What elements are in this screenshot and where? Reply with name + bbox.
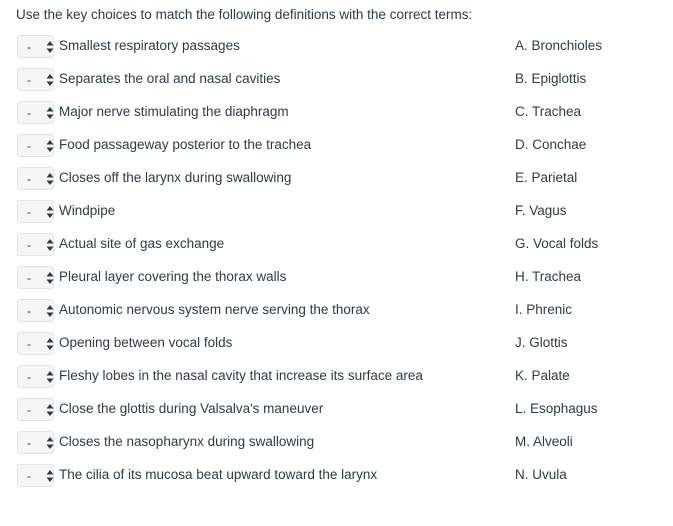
answer-select-value: - — [27, 370, 31, 384]
key-choice-text: J. Glottis — [515, 335, 568, 350]
answer-select-value: - — [27, 40, 31, 54]
match-row — [0, 261, 673, 294]
answer-select[interactable] — [17, 398, 54, 421]
definition-text: The cilia of its mucosa beat upward toward the larynx — [59, 467, 378, 482]
up-down-arrows-icon — [45, 403, 55, 417]
up-down-arrows-icon — [45, 469, 55, 483]
answer-select-value: - — [27, 172, 31, 186]
up-down-arrows-icon — [45, 40, 55, 54]
answer-select-value: - — [27, 139, 31, 153]
answer-select[interactable] — [17, 365, 54, 388]
answer-select[interactable] — [17, 35, 54, 58]
up-down-arrows-icon — [45, 370, 55, 384]
key-choice-text: I. Phrenic — [515, 302, 573, 317]
key-choice-text: E. Parietal — [515, 170, 578, 185]
up-down-arrows-icon — [45, 205, 55, 219]
answer-select-value: - — [27, 205, 31, 219]
instructions-text: Use the key choices to match the following definitions with the correct terms: — [16, 7, 473, 22]
answer-select[interactable] — [17, 167, 54, 190]
answer-select-value: - — [27, 403, 31, 417]
match-row — [0, 195, 673, 228]
match-row — [0, 30, 673, 63]
match-row — [0, 162, 673, 195]
match-row — [0, 426, 673, 459]
definition-text: Fleshy lobes in the nasal cavity that increase its surface area — [59, 368, 423, 383]
up-down-arrows-icon — [45, 139, 55, 153]
definition-text: Close the glottis during Valsalva's maneuver — [59, 401, 324, 416]
up-down-arrows-icon — [45, 238, 55, 252]
key-choice-text: M. Alveoli — [515, 434, 573, 449]
match-row — [0, 459, 673, 492]
answer-select[interactable] — [17, 233, 54, 256]
match-row — [0, 63, 673, 96]
definition-text: Windpipe — [59, 203, 116, 218]
answer-select-value: - — [27, 304, 31, 318]
up-down-arrows-icon — [45, 172, 55, 186]
match-row — [0, 327, 673, 360]
answer-select[interactable] — [17, 464, 54, 487]
definition-text: Food passageway posterior to the trachea — [59, 137, 312, 152]
key-choice-text: N. Uvula — [515, 467, 567, 482]
key-choice-text: G. Vocal folds — [515, 236, 599, 251]
answer-select-value: - — [27, 436, 31, 450]
up-down-arrows-icon — [45, 436, 55, 450]
answer-select[interactable] — [17, 68, 54, 91]
definition-text: Separates the oral and nasal cavities — [59, 71, 281, 86]
definition-text: Smallest respiratory passages — [59, 38, 240, 53]
answer-select-value: - — [27, 73, 31, 87]
match-row — [0, 294, 673, 327]
key-choice-text: D. Conchae — [515, 137, 587, 152]
up-down-arrows-icon — [45, 106, 55, 120]
up-down-arrows-icon — [45, 304, 55, 318]
answer-select-value: - — [27, 238, 31, 252]
match-row — [0, 129, 673, 162]
answer-select-value: - — [27, 106, 31, 120]
match-row — [0, 96, 673, 129]
key-choice-text: L. Esophagus — [515, 401, 598, 416]
up-down-arrows-icon — [45, 337, 55, 351]
answer-select-value: - — [27, 337, 31, 351]
match-row — [0, 360, 673, 393]
answer-select[interactable] — [17, 101, 54, 124]
matching-question-list — [0, 30, 673, 492]
up-down-arrows-icon — [45, 73, 55, 87]
answer-select[interactable] — [17, 266, 54, 289]
answer-select[interactable] — [17, 332, 54, 355]
up-down-arrows-icon — [45, 271, 55, 285]
key-choice-text: A. Bronchioles — [515, 38, 603, 53]
definition-text: Closes the nasopharynx during swallowing — [59, 434, 315, 449]
answer-select[interactable] — [17, 134, 54, 157]
key-choice-text: K. Palate — [515, 368, 570, 383]
match-row — [0, 228, 673, 261]
key-choice-text: H. Trachea — [515, 269, 582, 284]
key-choice-text: F. Vagus — [515, 203, 567, 218]
match-row — [0, 393, 673, 426]
definition-text: Closes off the larynx during swallowing — [59, 170, 292, 185]
key-choice-text: B. Epiglottis — [515, 71, 587, 86]
answer-select[interactable] — [17, 200, 54, 223]
answer-select[interactable] — [17, 299, 54, 322]
answer-select-value: - — [27, 271, 31, 285]
definition-text: Opening between vocal folds — [59, 335, 233, 350]
answer-select[interactable] — [17, 431, 54, 454]
answer-select-value: - — [27, 469, 31, 483]
key-choice-text: C. Trachea — [515, 104, 582, 119]
definition-text: Autonomic nervous system nerve serving the thorax — [59, 302, 370, 317]
definition-text: Major nerve stimulating the diaphragm — [59, 104, 289, 119]
definition-text: Pleural layer covering the thorax walls — [59, 269, 287, 284]
definition-text: Actual site of gas exchange — [59, 236, 225, 251]
